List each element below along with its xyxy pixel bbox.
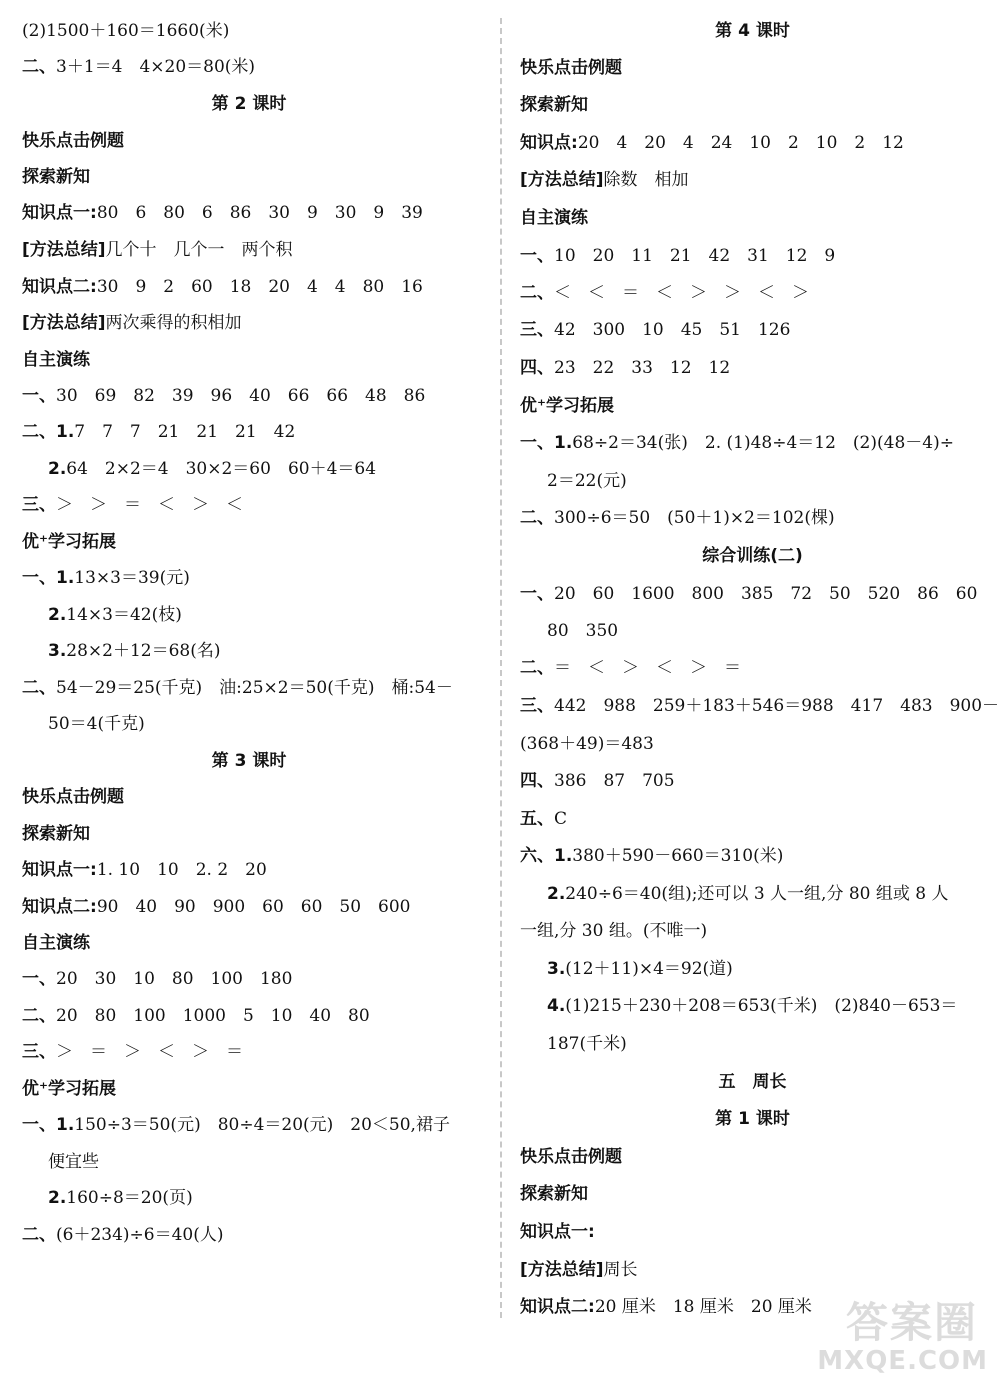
lesson-heading: 第 4 课时 [715, 21, 790, 41]
answer-line: 二、20 80 100 1000 5 10 40 80 [22, 1006, 370, 1026]
column-divider [500, 18, 502, 1318]
answer-line: 知识点二:30 9 2 60 18 20 4 4 80 16 [22, 277, 423, 297]
answer-line: 2＝22(元) [547, 471, 627, 491]
section-heading: 自主演练 [520, 208, 588, 228]
answer-line: 4.(1)215＋230＋208＝653(千米) (2)840－653＝ [547, 996, 958, 1016]
section-heading: 探索新知 [22, 824, 90, 844]
method-summary: [方法总结]除数 相加 [520, 170, 689, 190]
watermark-url: MXQE.COM [817, 1346, 988, 1376]
answer-line: 2.160÷8＝20(页) [48, 1188, 193, 1208]
answer-line: 50＝4(千克) [48, 714, 145, 734]
answer-line: 四、23 22 33 12 12 [520, 358, 731, 378]
answer-line: 五、C [520, 809, 568, 829]
method-summary: [方法总结]两次乘得的积相加 [22, 313, 242, 333]
answer-line: 二、54－29＝25(千克) 油:25×2＝50(千克) 桶:54－ [22, 678, 453, 698]
answer-line: 一、1.150÷3＝50(元) 80÷4＝20(元) 20＜50,裙子 [22, 1115, 450, 1135]
answer-line: 一、1.13×3＝39(元) [22, 568, 190, 588]
section-heading: 自主演练 [22, 350, 90, 370]
answer-line: 2.64 2×2＝4 30×2＝60 60＋4＝64 [48, 459, 377, 479]
lesson-heading: 第 2 课时 [211, 94, 287, 114]
section-heading: 快乐点击例题 [520, 58, 622, 78]
answer-line: 80 350 [547, 621, 619, 641]
lesson-heading: 第 1 课时 [715, 1109, 790, 1129]
section-heading: 优⁺学习拓展 [22, 532, 116, 552]
answer-line: 二、＝ ＜ ＞ ＜ ＞ ＝ [520, 658, 741, 678]
answer-line: 3.28×2＋12＝68(名) [48, 641, 221, 661]
section-heading: 探索新知 [520, 1184, 588, 1204]
answer-line: 2.14×3＝42(枝) [48, 605, 182, 625]
answer-line: 知识点一: [520, 1222, 595, 1242]
section-heading: 快乐点击例题 [22, 131, 124, 151]
answer-line: 一、20 30 10 80 100 180 [22, 969, 293, 989]
answer-line: 二、300÷6＝50 (50＋1)×2＝102(棵) [520, 508, 835, 528]
answer-line: 3.(12＋11)×4＝92(道) [547, 959, 733, 979]
watermark-text: 答案圈 [845, 1298, 978, 1347]
answer-line: 三、42 300 10 45 51 126 [520, 320, 791, 340]
answer-line: 2.240÷6＝40(组);还可以 3 人一组,分 80 组或 8 人 [547, 884, 949, 904]
section-heading: 优⁺学习拓展 [22, 1079, 116, 1099]
answer-line: 二、1.7 7 7 21 21 21 42 [22, 422, 296, 442]
method-summary: [方法总结]周长 [520, 1260, 638, 1280]
method-summary: [方法总结]几个十 几个一 两个积 [22, 240, 293, 260]
lesson-heading: 第 3 课时 [211, 751, 287, 771]
answer-line: 知识点一:1. 10 10 2. 2 20 [22, 860, 267, 880]
answer-line: 知识点一:80 6 80 6 86 30 9 30 9 39 [22, 203, 423, 223]
section-heading: 探索新知 [22, 167, 90, 187]
answer-line: 二、3＋1＝4 4×20＝80(米) [22, 57, 256, 77]
answer-line: (2)1500＋160＝1660(米) [22, 21, 230, 41]
answer-line: 二、(6＋234)÷6＝40(人) [22, 1225, 224, 1245]
answer-line: 一、20 60 1600 800 385 72 50 520 86 60 [520, 584, 978, 604]
answer-line: 三、＞ ＝ ＞ ＜ ＞ ＝ [22, 1042, 243, 1062]
answer-line: 六、1.380＋590－660＝310(米) [520, 846, 784, 866]
answer-line: 知识点二:20 厘米 18 厘米 20 厘米 [520, 1297, 812, 1317]
lesson-heading: 综合训练(二) [702, 546, 803, 566]
section-heading: 快乐点击例题 [520, 1147, 622, 1167]
unit-heading: 五 周长 [718, 1072, 787, 1092]
answer-line: 知识点二:90 40 90 900 60 60 50 600 [22, 897, 411, 917]
section-heading: 自主演练 [22, 933, 90, 953]
answer-line: 一、10 20 11 21 42 31 12 9 [520, 246, 836, 266]
answer-line: 便宜些 [48, 1152, 99, 1172]
answer-line: 一、1.68÷2＝34(张) 2. (1)48÷4＝12 (2)(48－4)÷ [520, 433, 954, 453]
section-heading: 快乐点击例题 [22, 787, 124, 807]
answer-line: 四、386 87 705 [520, 771, 675, 791]
answer-line: 一组,分 30 组。(不唯一) [520, 921, 708, 941]
answer-line: 三、＞ ＞ ＝ ＜ ＞ ＜ [22, 495, 243, 515]
answer-line: 一、30 69 82 39 96 40 66 66 48 86 [22, 386, 426, 406]
answer-line: 三、442 988 259＋183＋546＝988 417 483 900－ [520, 696, 1000, 716]
answer-line: 知识点:20 4 20 4 24 10 2 10 2 12 [520, 133, 904, 153]
answer-line: 二、＜ ＜ ＝ ＜ ＞ ＞ ＜ ＞ [520, 283, 809, 303]
section-heading: 探索新知 [520, 95, 588, 115]
answer-line: 187(千米) [547, 1034, 627, 1054]
watermark-logo [808, 1290, 988, 1382]
answer-line: (368＋49)＝483 [520, 734, 654, 754]
section-heading: 优⁺学习拓展 [520, 396, 614, 416]
